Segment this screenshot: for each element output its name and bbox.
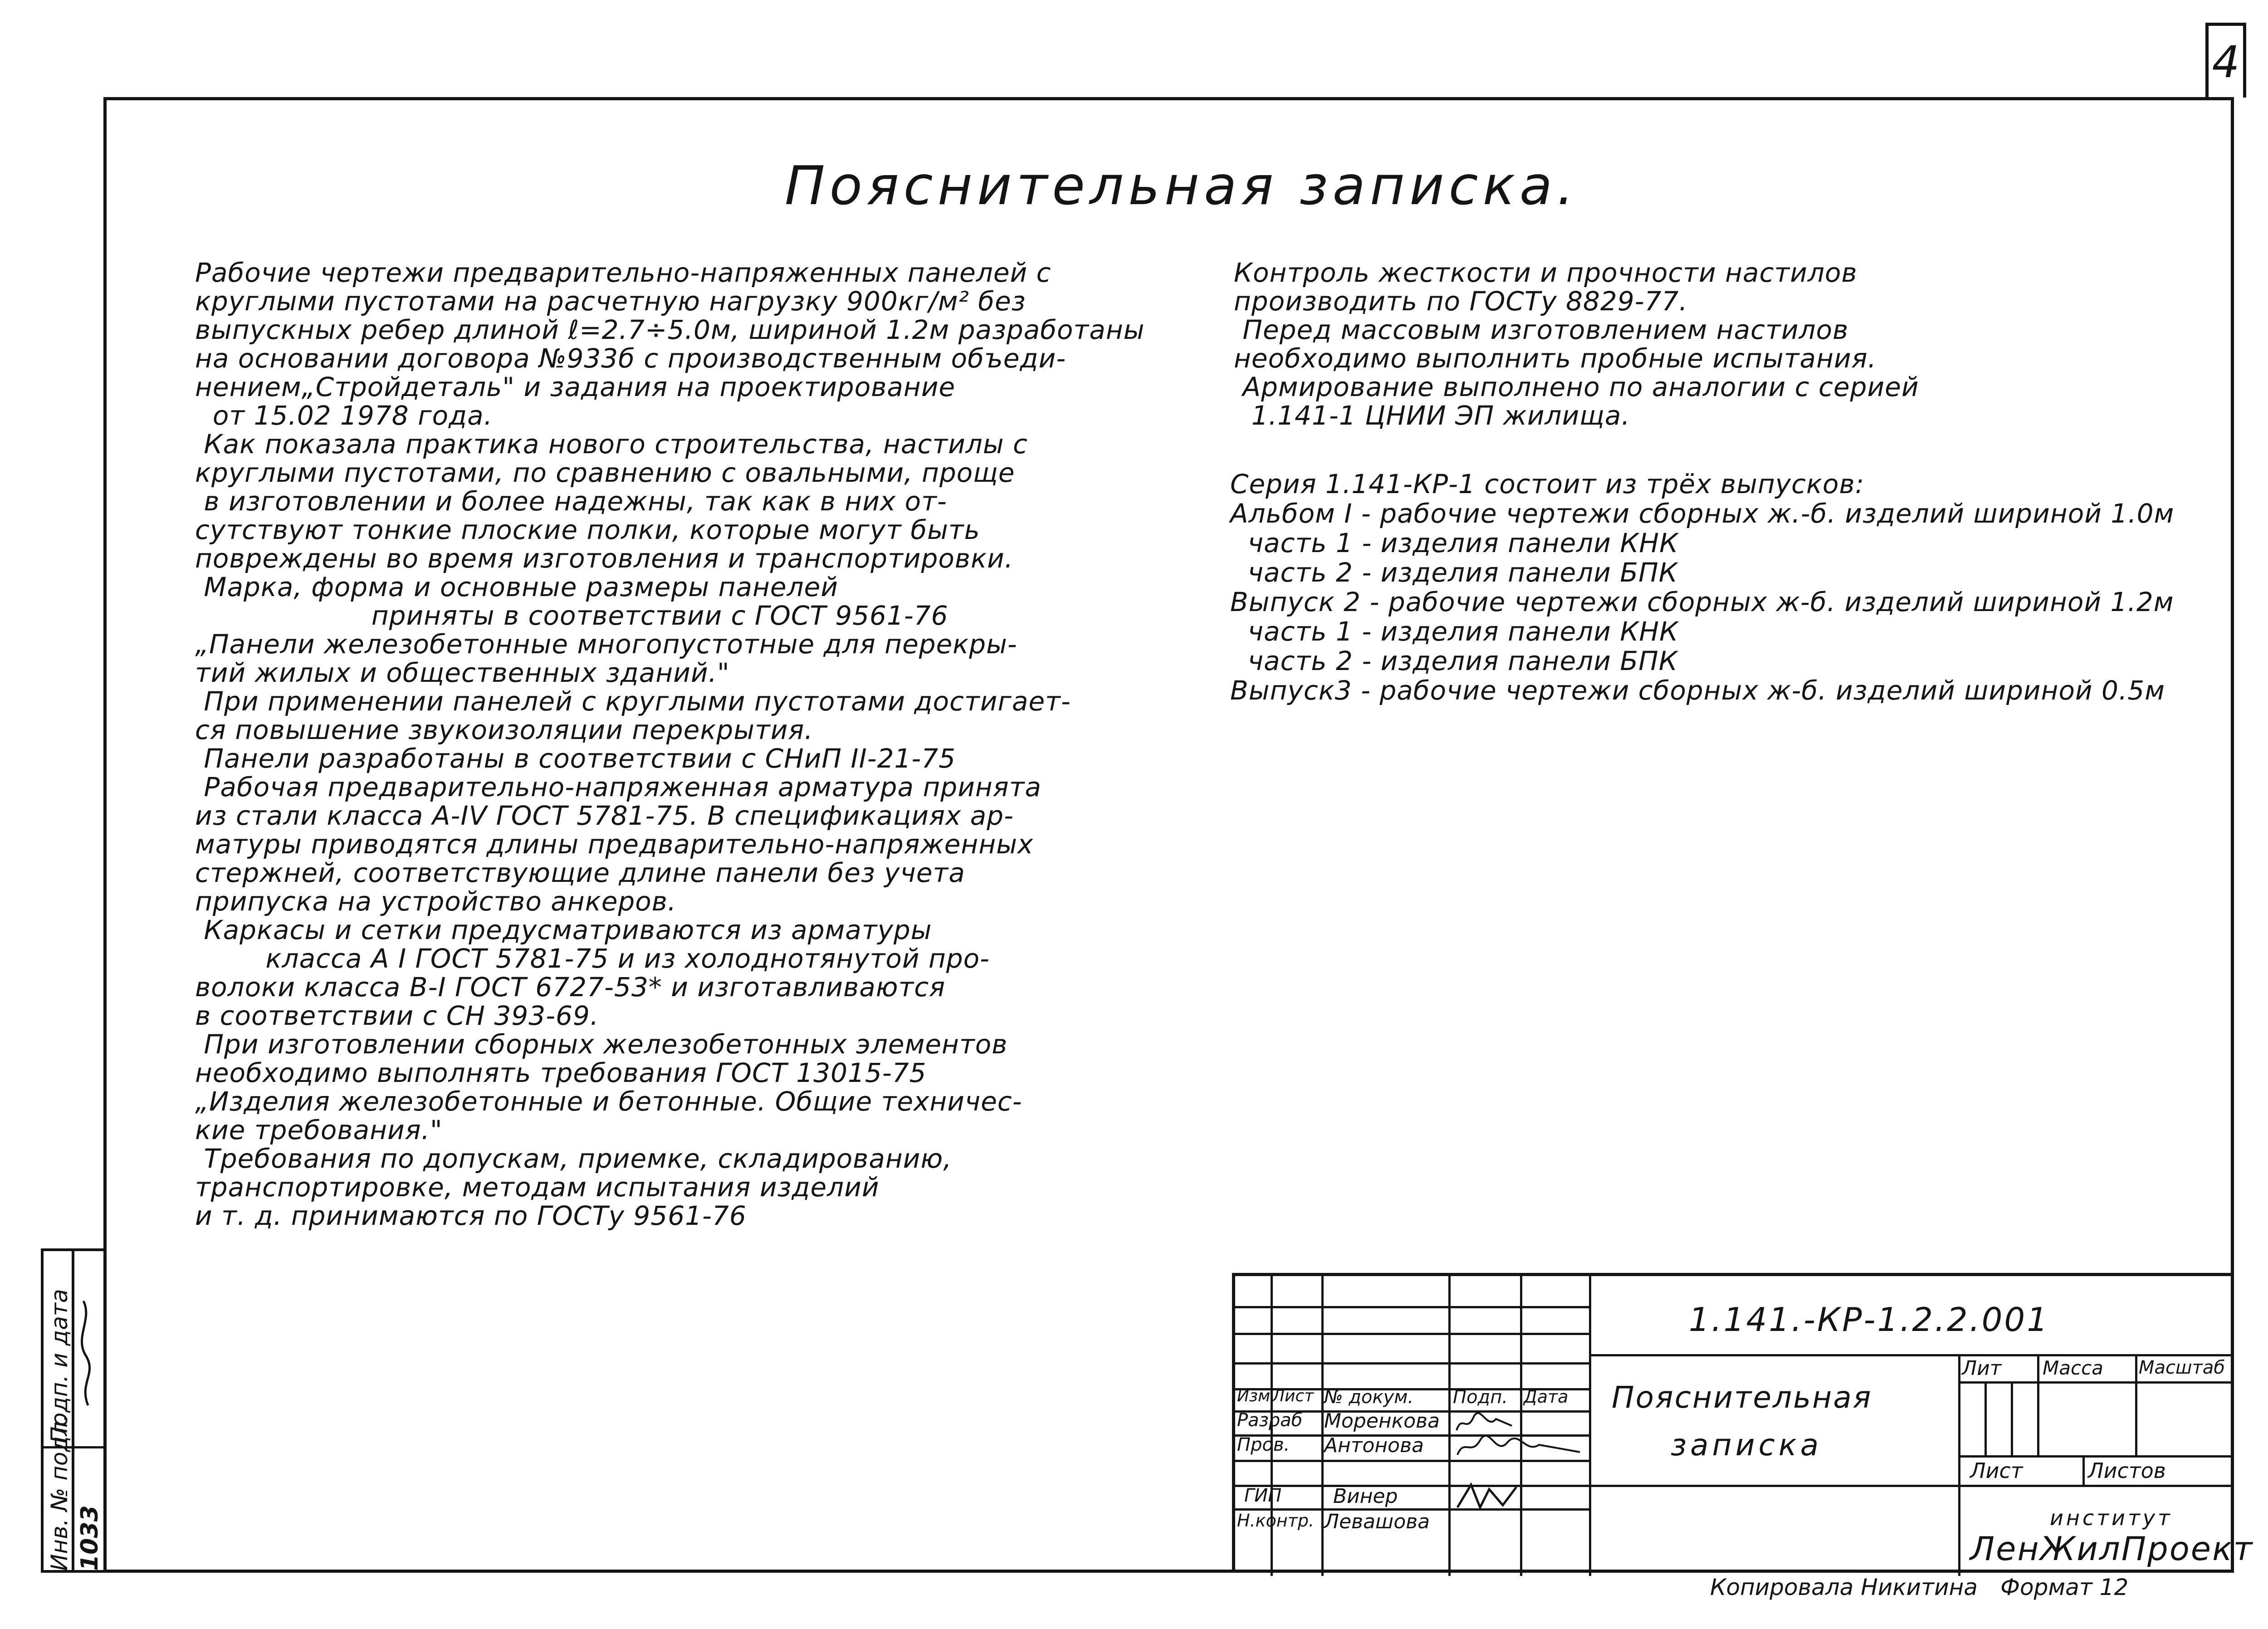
text-line: Армирование выполнено по аналогии с серией xyxy=(1234,372,1919,402)
doc-code: 1.141.-КР-1.2.2.001 xyxy=(1689,1301,2050,1339)
doc-title-line2: записка xyxy=(1671,1428,1823,1463)
text-line: Рабочая предварительно-напряженная арматура принята xyxy=(195,772,1042,802)
signature-2 xyxy=(1453,1436,1584,1458)
text-line: выпускных ребер длиной ℓ=2.7÷5.0м, шириной 1.2м разработаны xyxy=(195,314,1145,345)
org-line1: институт xyxy=(2050,1506,2173,1530)
text-line: При изготовлении сборных железобетонных элементов xyxy=(195,1029,1008,1060)
header-date: Дата xyxy=(1524,1387,1569,1407)
header-list: Лист xyxy=(1272,1387,1314,1405)
text-line: класса А I ГОСТ 5781-75 и из холоднотянутой про- xyxy=(195,943,990,974)
doc-title-line1: Пояснительная xyxy=(1612,1380,1872,1415)
text-line: часть 1 - изделия панели КНК xyxy=(1230,528,1679,558)
header-doc-no: № докум. xyxy=(1324,1387,1414,1408)
text-line: Альбом I - рабочие чертежи сборных ж.-б. изделий шириной 1.0м xyxy=(1230,498,2175,529)
name-2: Антонова xyxy=(1324,1434,1424,1457)
text-line: Серия 1.141-КР-1 состоит из трёх выпусков: xyxy=(1230,469,1865,499)
text-line: 1.141-1 ЦНИИ ЭП жилища. xyxy=(1234,400,1630,431)
sheets-label: Листов xyxy=(2088,1458,2166,1483)
text-line: Рабочие чертежи предварительно-напряженных панелей с xyxy=(195,257,1051,288)
text-line: Контроль жесткости и прочности настилов xyxy=(1234,257,1857,288)
text-line: „Панели железобетонные многопустотные для перекры- xyxy=(195,629,1017,660)
format-label: Формат 12 xyxy=(2000,1574,2129,1600)
signature-3 xyxy=(1453,1480,1521,1512)
lit-label: Лит xyxy=(1962,1357,2002,1380)
text-line: в соответствии с СН 393-69. xyxy=(195,1000,599,1031)
text-line: волоки класса В-I ГОСТ 6727-53* и изготавливаются xyxy=(195,972,946,1003)
text-line: ся повышение звукоизоляции перекрытия. xyxy=(195,714,813,745)
text-line: Как показала практика нового строительства, настилы с xyxy=(195,429,1028,460)
name-5: Левашова xyxy=(1324,1510,1430,1533)
text-line: нением„Стройдеталь" и задания на проектирование xyxy=(195,372,956,402)
text-line: часть 2 - изделия панели БПК xyxy=(1230,646,1678,676)
text-line: Выпуск 2 - рабочие чертежи сборных ж-б. изделий шириной 1.2м xyxy=(1230,587,2174,617)
copied-by: Копировала Никитина xyxy=(1710,1574,1978,1600)
text-line: производить по ГОСТу 8829-77. xyxy=(1234,286,1688,317)
org-name: ЛенЖилПроект xyxy=(1970,1530,2254,1568)
text-line: приняты в соответствии с ГОСТ 9561-76 xyxy=(195,600,948,631)
text-line: При применении панелей с круглыми пустотами достигает- xyxy=(195,686,1071,717)
text-line: в изготовлении и более надежны, так как в них от- xyxy=(195,486,947,517)
text-line: Панели разработаны в соответствии с СНиП II-21-75 xyxy=(195,743,956,774)
text-line: сутствуют тонкие плоские полки, которые могут быть xyxy=(195,514,980,545)
text-line: часть 1 - изделия панели КНК xyxy=(1230,616,1679,647)
text-line: „Изделия железобетонные и бетонные. Общие техничес- xyxy=(195,1086,1022,1117)
text-line: Перед массовым изготовлением настилов xyxy=(1234,314,1849,345)
text-line: от 15.02 1978 года. xyxy=(195,400,493,431)
inv-label: Инв. № подл. xyxy=(46,1414,73,1571)
sidebar-signature xyxy=(74,1292,102,1410)
text-line: Требования по допускам, приемке, складированию, xyxy=(195,1143,952,1174)
name-1: Моренкова xyxy=(1324,1409,1440,1433)
inv-value: 1033 xyxy=(76,1505,103,1571)
mass-label: Масса xyxy=(2043,1357,2103,1379)
sign-date-label: Подп. и дата xyxy=(46,1289,73,1443)
text-line: круглыми пустотами на расчетную нагрузку 900кг/м² без xyxy=(195,286,1026,317)
text-line: круглыми пустотами, по сравнению с овальными, проще xyxy=(195,457,1015,488)
name-4: Винер xyxy=(1333,1485,1398,1508)
sheet-number: 4 xyxy=(2205,23,2246,98)
text-line: из стали класса А-IV ГОСТ 5781-75. В спецификациях ар- xyxy=(195,800,1014,831)
text-line: Выпуск3 - рабочие чертежи сборных ж-б. изделий шириной 0.5м xyxy=(1230,675,2165,706)
sidebar-stamp xyxy=(41,1248,103,1573)
role-1: Разраб xyxy=(1237,1410,1303,1431)
text-line: припуска на устройство анкеров. xyxy=(195,886,677,917)
text-line: Марка, форма и основные размеры панелей xyxy=(195,572,839,602)
text-line: повреждены во время изготовления и транспортировки. xyxy=(195,543,1014,574)
text-line: матуры приводятся длины предварительно-напряженных xyxy=(195,829,1034,860)
series-list xyxy=(1230,470,2174,705)
left-text-column xyxy=(195,259,1145,1230)
text-line: транспортировке, методам испытания изделий xyxy=(195,1172,880,1203)
text-line: на основании договора №933б с производственным объеди- xyxy=(195,343,1066,374)
right-text-column xyxy=(1234,259,1919,430)
signature-1 xyxy=(1453,1412,1516,1434)
role-2: Пров. xyxy=(1237,1434,1290,1455)
text-line: кие требования." xyxy=(195,1115,443,1145)
header-izm: Изм xyxy=(1237,1387,1271,1405)
scale-label: Масштаб xyxy=(2139,1357,2225,1378)
role-5: Н.контр. xyxy=(1237,1511,1315,1531)
text-line: Каркасы и сетки предусматриваются из арматуры xyxy=(195,915,932,945)
header-sign: Подп. xyxy=(1453,1387,1508,1408)
text-line: тий жилых и общественных зданий." xyxy=(195,657,730,688)
text-line: необходимо выполнять требования ГОСТ 13015-75 xyxy=(195,1057,927,1088)
text-line: стержней, соответствующие длине панели без учета xyxy=(195,857,965,888)
title-block xyxy=(1232,1273,2254,1573)
text-line: и т. д. принимаются по ГОСТу 9561-76 xyxy=(195,1200,747,1231)
text-line: часть 2 - изделия панели БПК xyxy=(1230,557,1678,588)
sheet-label: Лист xyxy=(1970,1458,2023,1483)
text-line: необходимо выполнить пробные испытания. xyxy=(1234,343,1877,374)
page-title: Пояснительная записка. xyxy=(785,154,1579,217)
role-4: ГИП xyxy=(1244,1485,1282,1506)
